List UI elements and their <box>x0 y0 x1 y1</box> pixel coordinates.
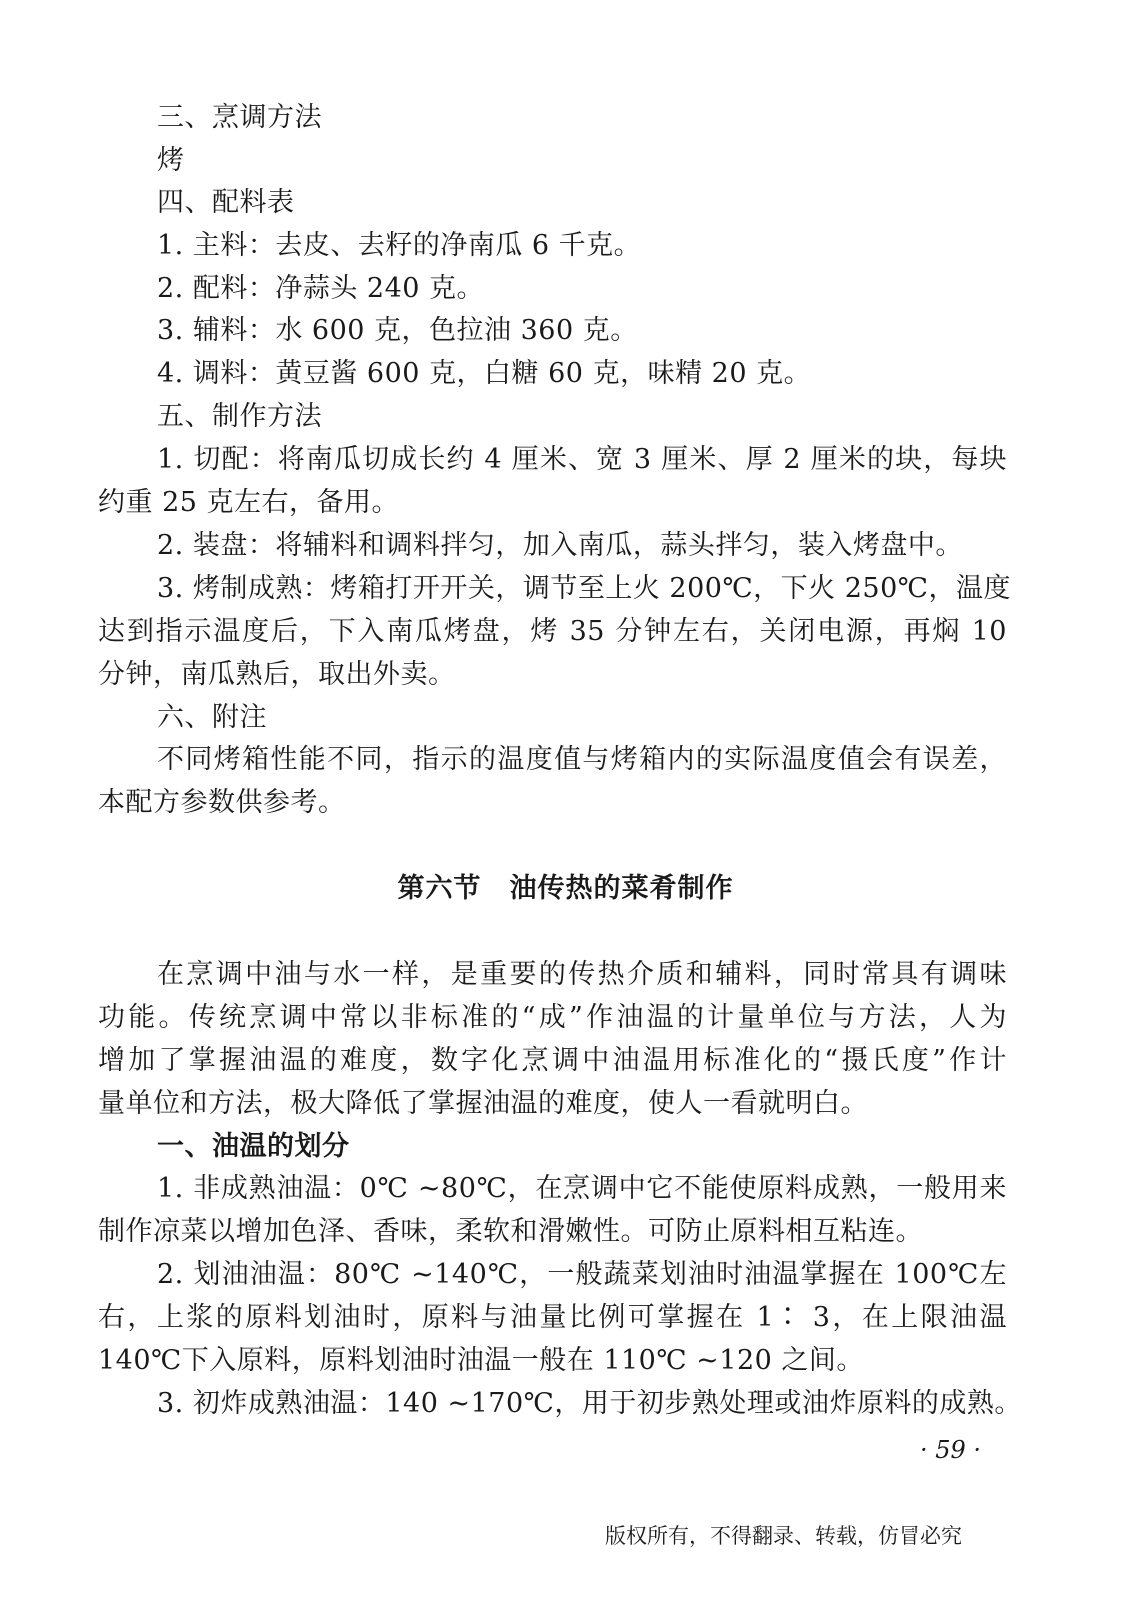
item-2-line-2: 右，上浆的原料划油时，原料与油量比例可掌握在 1∶ 3，在上限油温 <box>98 1302 1007 1333</box>
step-bake-line-1: 3. 烤制成熟：烤箱打开开关，调节至上火 200℃，下火 250℃，温度 <box>157 573 1011 604</box>
item-3: 3. 初炸成熟油温：140 ~170℃，用于初步熟处理或油炸原料的成熟。 <box>157 1388 1022 1419</box>
step-cut-line-2: 约重 25 克左右，备用。 <box>98 487 400 518</box>
method-heading: 三、烹调方法 <box>157 102 322 133</box>
item-1-line-1: 1. 非成熟油温：0℃ ~80℃，在烹调中它不能使原料成熟，一般用来 <box>157 1173 1007 1204</box>
step-plate: 2. 装盘：将辅料和调料拌匀，加入南瓜，蒜头拌匀，装入烤盘中。 <box>157 530 963 561</box>
steps-heading: 五、制作方法 <box>157 401 322 432</box>
notes-line-2: 本配方参数供参考。 <box>98 787 346 818</box>
intro-line-3: 增加了掌握油温的难度，数字化烹调中油温用标准化的“摄氏度”作计 <box>98 1045 1007 1076</box>
step-bake-line-2: 达到指示温度后，下入南瓜烤盘，烤 35 分钟左右，关闭电源，再焖 10 <box>98 616 1007 647</box>
intro-line-2: 功能。传统烹调中常以非标准的“成”作油温的计量单位与方法，人为 <box>98 1002 1007 1033</box>
item-2-line-1: 2. 划油油温：80℃ ~140℃，一般蔬菜划油时油温掌握在 100℃左 <box>157 1259 1007 1290</box>
intro-line-4: 量单位和方法，极大降低了掌握油温的难度，使人一看就明白。 <box>98 1088 868 1119</box>
notes-heading: 六、附注 <box>157 702 267 733</box>
ingredient-main: 1. 主料：去皮、去籽的净南瓜 6 千克。 <box>157 230 642 261</box>
section-title: 第六节 油传热的菜肴制作 <box>397 873 734 904</box>
oil-temperature-subheading: 一、油温的划分 <box>157 1131 350 1162</box>
item-2-line-3: 140℃下入原料，原料划油时油温一般在 110℃ ~120 之间。 <box>98 1345 864 1376</box>
notes-line-1: 不同烤箱性能不同，指示的温度值与烤箱内的实际温度值会有误差， <box>157 744 1007 775</box>
item-1-line-2: 制作凉菜以增加色泽、香味，柔软和滑嫩性。可防止原料相互粘连。 <box>98 1216 923 1247</box>
method-value: 烤 <box>157 145 185 176</box>
step-bake-line-3: 分钟，南瓜熟后，取出外卖。 <box>98 659 456 690</box>
intro-line-1: 在烹调中油与水一样，是重要的传热介质和辅料，同时常具有调味 <box>157 959 1007 990</box>
step-cut-line-1: 1. 切配：将南瓜切成长约 4 厘米、宽 3 厘米、厚 2 厘米的块，每块 <box>157 444 1007 475</box>
copyright-footer: 版权所有，不得翻录、转载，仿冒必究 <box>605 1524 962 1548</box>
ingredient-secondary: 2. 配料：净蒜头 240 克。 <box>157 273 485 304</box>
page-number: · 59 · <box>920 1436 982 1464</box>
ingredients-heading: 四、配料表 <box>157 187 295 218</box>
ingredient-seasoning: 4. 调料：黄豆酱 600 克，白糖 60 克，味精 20 克。 <box>157 358 812 389</box>
ingredient-auxiliary: 3. 辅料：水 600 克，色拉油 360 克。 <box>157 315 638 346</box>
